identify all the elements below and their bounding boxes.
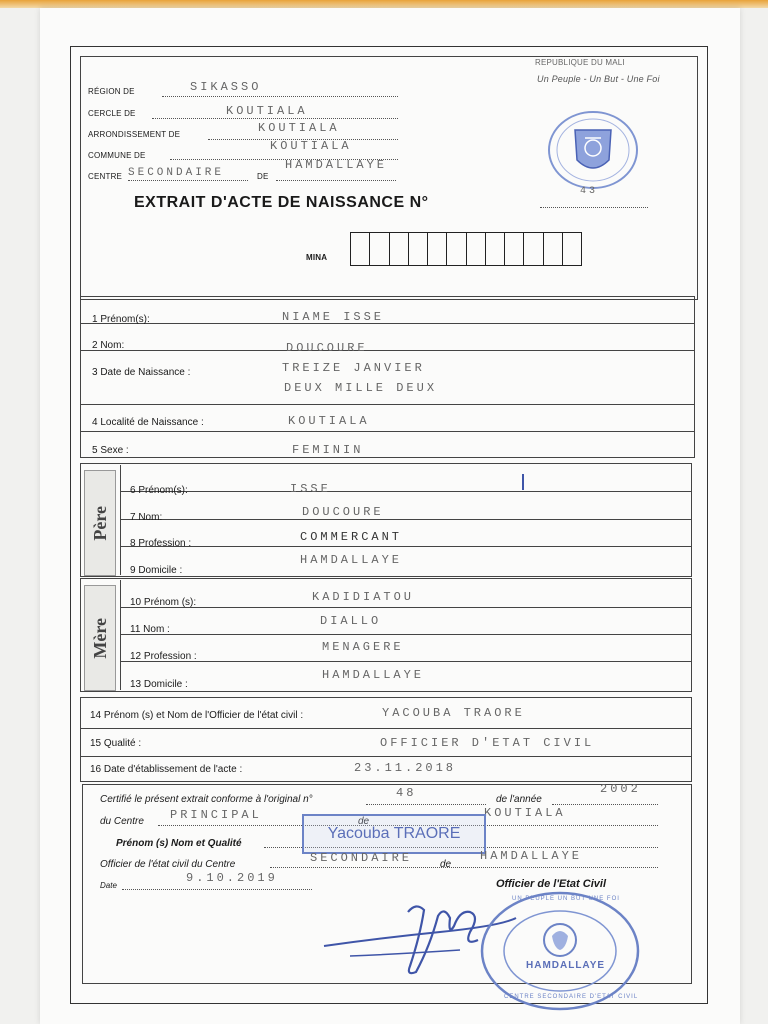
child-nom-label: 2 Nom: [92, 340, 125, 351]
commune-label: COMMUNE DE [88, 151, 146, 160]
divider [80, 350, 695, 351]
mina-number-boxes [350, 232, 582, 266]
mother-profession-value: MENAGERE [322, 640, 404, 654]
birth-place-label: 4 Localité de Naissance : [92, 417, 204, 428]
cercle-value: KOUTIALA [226, 104, 308, 118]
father-prenom-label: 6 Prénom(s): [130, 485, 188, 496]
arrondissement-value: KOUTIALA [258, 121, 340, 135]
officer-name-value: YACOUBA TRAORE [382, 706, 525, 720]
child-prenom-value: NIAME ISSE [282, 310, 385, 324]
officer-name-stamp: Yacouba TRAORE [302, 814, 486, 854]
arrondissement-label: ARRONDISSEMENT DE [88, 130, 181, 139]
act-date-value: 23.11.2018 [354, 761, 457, 775]
stamp-bottom-text: CENTRE SECONDAIRE D'ETAT CIVIL [504, 994, 639, 1000]
divider [120, 661, 692, 662]
officer-qualite-label: 15 Qualité : [90, 738, 142, 749]
motto-label: Un Peuple - Un But - Une Foi [537, 74, 660, 84]
divider [120, 491, 692, 492]
birth-date-value-1: TREIZE JANVIER [282, 361, 425, 375]
child-nom-value: DOUCOURE [286, 341, 368, 355]
region-line [162, 96, 398, 97]
divider [120, 634, 692, 635]
cert-officier-de-label: de [440, 859, 452, 870]
cert-centre-type: PRINCIPAL [170, 808, 262, 822]
mother-prenom-value: KADIDIATOU [312, 590, 415, 604]
ink-mark [522, 474, 524, 490]
cert-officier-line [270, 867, 658, 868]
divider [120, 465, 121, 575]
centre-place-line [276, 180, 396, 181]
divider [80, 756, 692, 757]
sex-value: FEMININ [292, 443, 364, 457]
divider [120, 546, 692, 547]
stamp-top-text: UN PEUPLE UN BUT UNE FOI [512, 896, 620, 902]
top-edge-strip [0, 0, 768, 8]
mother-domicile-value: HAMDALLAYE [322, 668, 425, 682]
father-profession-label: 8 Profession : [130, 538, 192, 549]
cert-officier-centre: SECONDAIRE [310, 851, 413, 865]
mother-prenom-label: 10 Prénom (s): [130, 597, 197, 608]
divider [80, 323, 695, 324]
father-domicile-value: HAMDALLAYE [300, 553, 403, 567]
cert-centre-place: KOUTIALA [484, 806, 566, 820]
cert-officier-centre-label: Officier de l'état civil du Centre [100, 859, 236, 870]
father-side-label-box [84, 470, 116, 576]
divider [120, 607, 692, 608]
child-prenom-label: 1 Prénom(s): [92, 314, 150, 325]
divider [120, 519, 692, 520]
act-number-value: 43 [580, 186, 599, 197]
centre-place-value: HAMDALLAYE [285, 158, 388, 172]
cert-year-value: 2002 [600, 782, 641, 796]
cert-officer-label: Prénom (s) Nom et Qualité [116, 838, 242, 849]
divider [80, 404, 695, 405]
cert-year-line [552, 804, 658, 805]
centre-de-label: DE [257, 172, 269, 181]
father-prenom-value: ISSE [290, 482, 331, 496]
mother-nom-label: 11 Nom : [130, 624, 170, 635]
signature-title: Officier de l'Etat Civil [496, 878, 606, 890]
mina-label: MINA [306, 253, 328, 262]
cert-centre-de-label: de [358, 816, 370, 827]
centre-label: CENTRE [88, 172, 123, 181]
birth-date-label: 3 Date de Naissance : [92, 367, 191, 378]
republic-label: REPUBLIQUE DU MALI [535, 58, 625, 67]
mother-side-label-box [84, 585, 116, 691]
cercle-label: CERCLE DE [88, 109, 136, 118]
cert-number-line [366, 804, 486, 805]
mother-side-label: Mère [89, 617, 110, 659]
region-label: RÉGION DE [88, 87, 135, 96]
stamp-center-text: HAMDALLAYE [526, 960, 606, 971]
cert-original-number: 48 [396, 786, 417, 800]
act-date-label: 16 Date d'établissement de l'acte : [90, 764, 243, 775]
father-nom-value: DOUCOURE [302, 505, 384, 519]
father-domicile-label: 9 Domicile : [130, 565, 183, 576]
divider [80, 431, 695, 432]
document-title: EXTRAIT D'ACTE DE NAISSANCE N° [134, 194, 429, 211]
father-side-label: Père [89, 505, 110, 541]
official-round-stamp [478, 888, 642, 1014]
centre-type-value: SECONDAIRE [128, 167, 225, 179]
mother-profession-label: 12 Profession : [130, 651, 197, 662]
commune-value: KOUTIALA [270, 139, 352, 153]
father-profession-value: COMMERCANT [300, 530, 403, 544]
officer-qualite-value: OFFICIER D'ETAT CIVIL [380, 736, 595, 750]
cert-date-line [122, 889, 312, 890]
cert-centre-label: du Centre [100, 816, 144, 827]
cert-line1-label: Certifié le présent extrait conforme à l'original n° [100, 794, 313, 805]
father-nom-label: 7 Nom: [130, 512, 163, 523]
cert-date-value: 9.10.2019 [186, 871, 278, 885]
cert-date-label: Date [100, 881, 117, 890]
cert-officier-place: HAMDALLAYE [480, 849, 583, 863]
republic-emblem-stamp [545, 108, 641, 192]
act-number-line [540, 207, 648, 208]
mother-nom-value: DIALLO [320, 614, 382, 628]
birth-date-value-2: DEUX MILLE DEUX [284, 381, 438, 395]
centre-type-line [128, 180, 248, 181]
mother-domicile-label: 13 Domicile : [130, 679, 188, 690]
officer-name-label: 14 Prénom (s) et Nom de l'Officier de l'état civil : [90, 710, 304, 721]
sex-label: 5 Sexe : [92, 445, 129, 456]
cert-year-label: de l'année [496, 794, 542, 805]
birth-place-value: KOUTIALA [288, 414, 370, 428]
cercle-line [152, 118, 398, 119]
region-value: SIKASSO [190, 80, 262, 94]
divider [80, 728, 692, 729]
divider [120, 580, 121, 690]
